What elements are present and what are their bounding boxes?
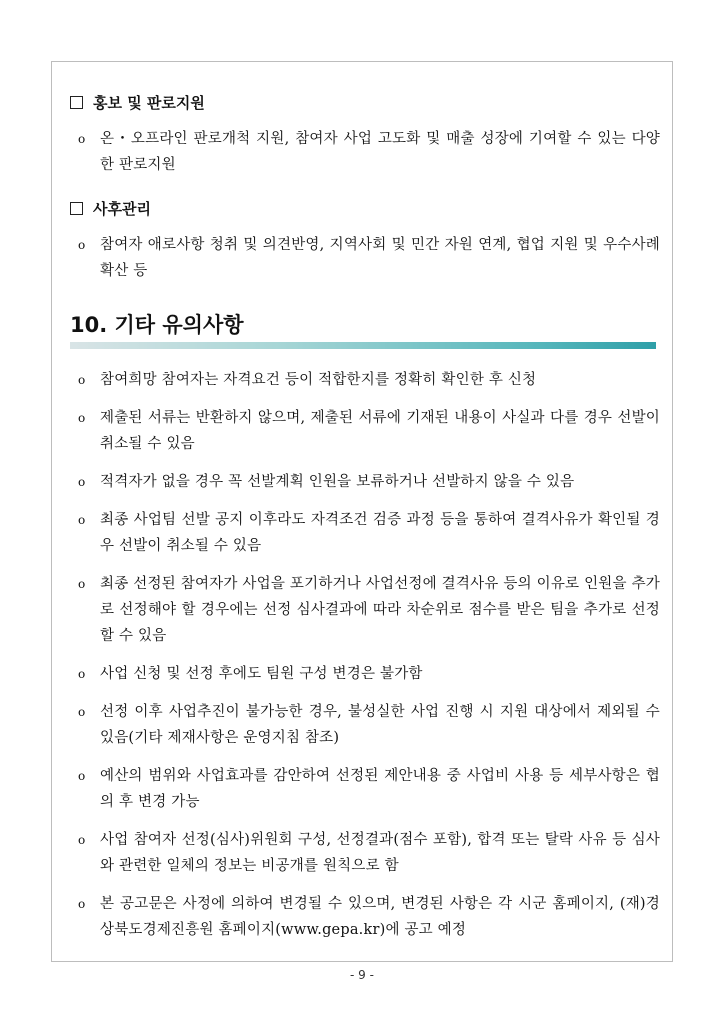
list-item xyxy=(70,367,660,393)
circle-bullet-icon: o xyxy=(78,577,86,591)
notice-heading-block xyxy=(70,310,660,349)
list-item xyxy=(70,699,660,751)
list-item xyxy=(70,469,660,495)
list-item xyxy=(70,507,660,559)
circle-bullet-icon: o xyxy=(78,833,86,847)
list-item-text: 적격자가 없을 경우 꼭 선발계획 인원을 보류하거나 선발하지 않을 수 있음 xyxy=(100,474,575,490)
circle-bullet-icon: o xyxy=(78,513,86,527)
circle-bullet-icon: o xyxy=(78,769,86,783)
section-heading-text: 홍보 및 판로지원 xyxy=(93,93,205,112)
list-item xyxy=(70,661,660,687)
list-item xyxy=(70,405,660,457)
checkbox-square-icon xyxy=(70,96,83,109)
list-item xyxy=(70,763,660,815)
circle-bullet-icon: o xyxy=(78,373,86,387)
list-item-text: 선정 이후 사업추진이 불가능한 경우, 불성실한 사업 진행 시 지원 대상에서 제외될 수 있음(기타 제재사항은 운영지침 참조) xyxy=(100,704,660,746)
page-content xyxy=(70,90,660,943)
checkbox-square-icon xyxy=(70,202,83,215)
list-item-text: 참여자 애로사항 청취 및 의견반영, 지역사회 및 민간 자원 연계, 협업 지원 및 우수사례 확산 등 xyxy=(100,237,660,279)
circle-bullet-icon: o xyxy=(78,475,86,489)
page-number: - 9 - xyxy=(350,968,374,982)
list-item-text: 제출된 서류는 반환하지 않으며, 제출된 서류에 기재된 내용이 사실과 다를 경우 선발이 취소될 수 있음 xyxy=(100,410,660,452)
notice-title: 10. 기타 유의사항 xyxy=(70,313,244,337)
section-heading-text: 사후관리 xyxy=(93,199,151,218)
list-item-text: 최종 사업팀 선발 공지 이후라도 자격조건 검증 과정 등을 통하여 결격사유가 확인될 경우 선발이 취소될 수 있음 xyxy=(100,512,660,554)
list-item xyxy=(70,571,660,649)
list-item xyxy=(70,827,660,879)
circle-bullet-icon: o xyxy=(78,705,86,719)
section-heading-aftercare xyxy=(70,196,660,220)
list-item xyxy=(70,891,660,943)
list-item-text: 참여희망 참여자는 자격요건 등이 적합한지를 정확히 확인한 후 신청 xyxy=(100,372,537,388)
list-item-text: 사업 신청 및 선정 후에도 팀원 구성 변경은 불가함 xyxy=(100,666,423,682)
list-item-text: 최종 선정된 참여자가 사업을 포기하거나 사업선정에 결격사유 등의 이유로 인원을 추가로 선정해야 할 경우에는 선정 심사결과에 따라 차순위로 점수를 받은 팀을 추가로 선정할 수 있음 xyxy=(100,576,660,644)
title-underline-bar xyxy=(70,342,656,349)
circle-bullet-icon: o xyxy=(78,132,86,146)
circle-bullet-icon: o xyxy=(78,238,86,252)
list-item xyxy=(70,232,660,284)
section-heading-promotion xyxy=(70,90,660,114)
circle-bullet-icon: o xyxy=(78,411,86,425)
list-item-text: 사업 참여자 선정(심사)위원회 구성, 선정결과(점수 포함), 합격 또는 탈락 사유 등 심사와 관련한 일체의 정보는 비공개를 원칙으로 함 xyxy=(100,832,660,874)
list-item-text: 온・오프라인 판로개척 지원, 참여자 사업 고도화 및 매출 성장에 기여할 수 있는 다양한 판로지원 xyxy=(100,131,660,173)
list-item xyxy=(70,126,660,178)
circle-bullet-icon: o xyxy=(78,897,86,911)
list-item-text: 예산의 범위와 사업효과를 감안하여 선정된 제안내용 중 사업비 사용 등 세부사항은 협의 후 변경 가능 xyxy=(100,768,660,810)
list-item-text: 본 공고문은 사정에 의하여 변경될 수 있으며, 변경된 사항은 각 시군 홈페이지, (재)경상북도경제진흥원 홈페이지(www.gepa.kr)에 공고 예정 xyxy=(100,896,660,938)
circle-bullet-icon: o xyxy=(78,667,86,681)
